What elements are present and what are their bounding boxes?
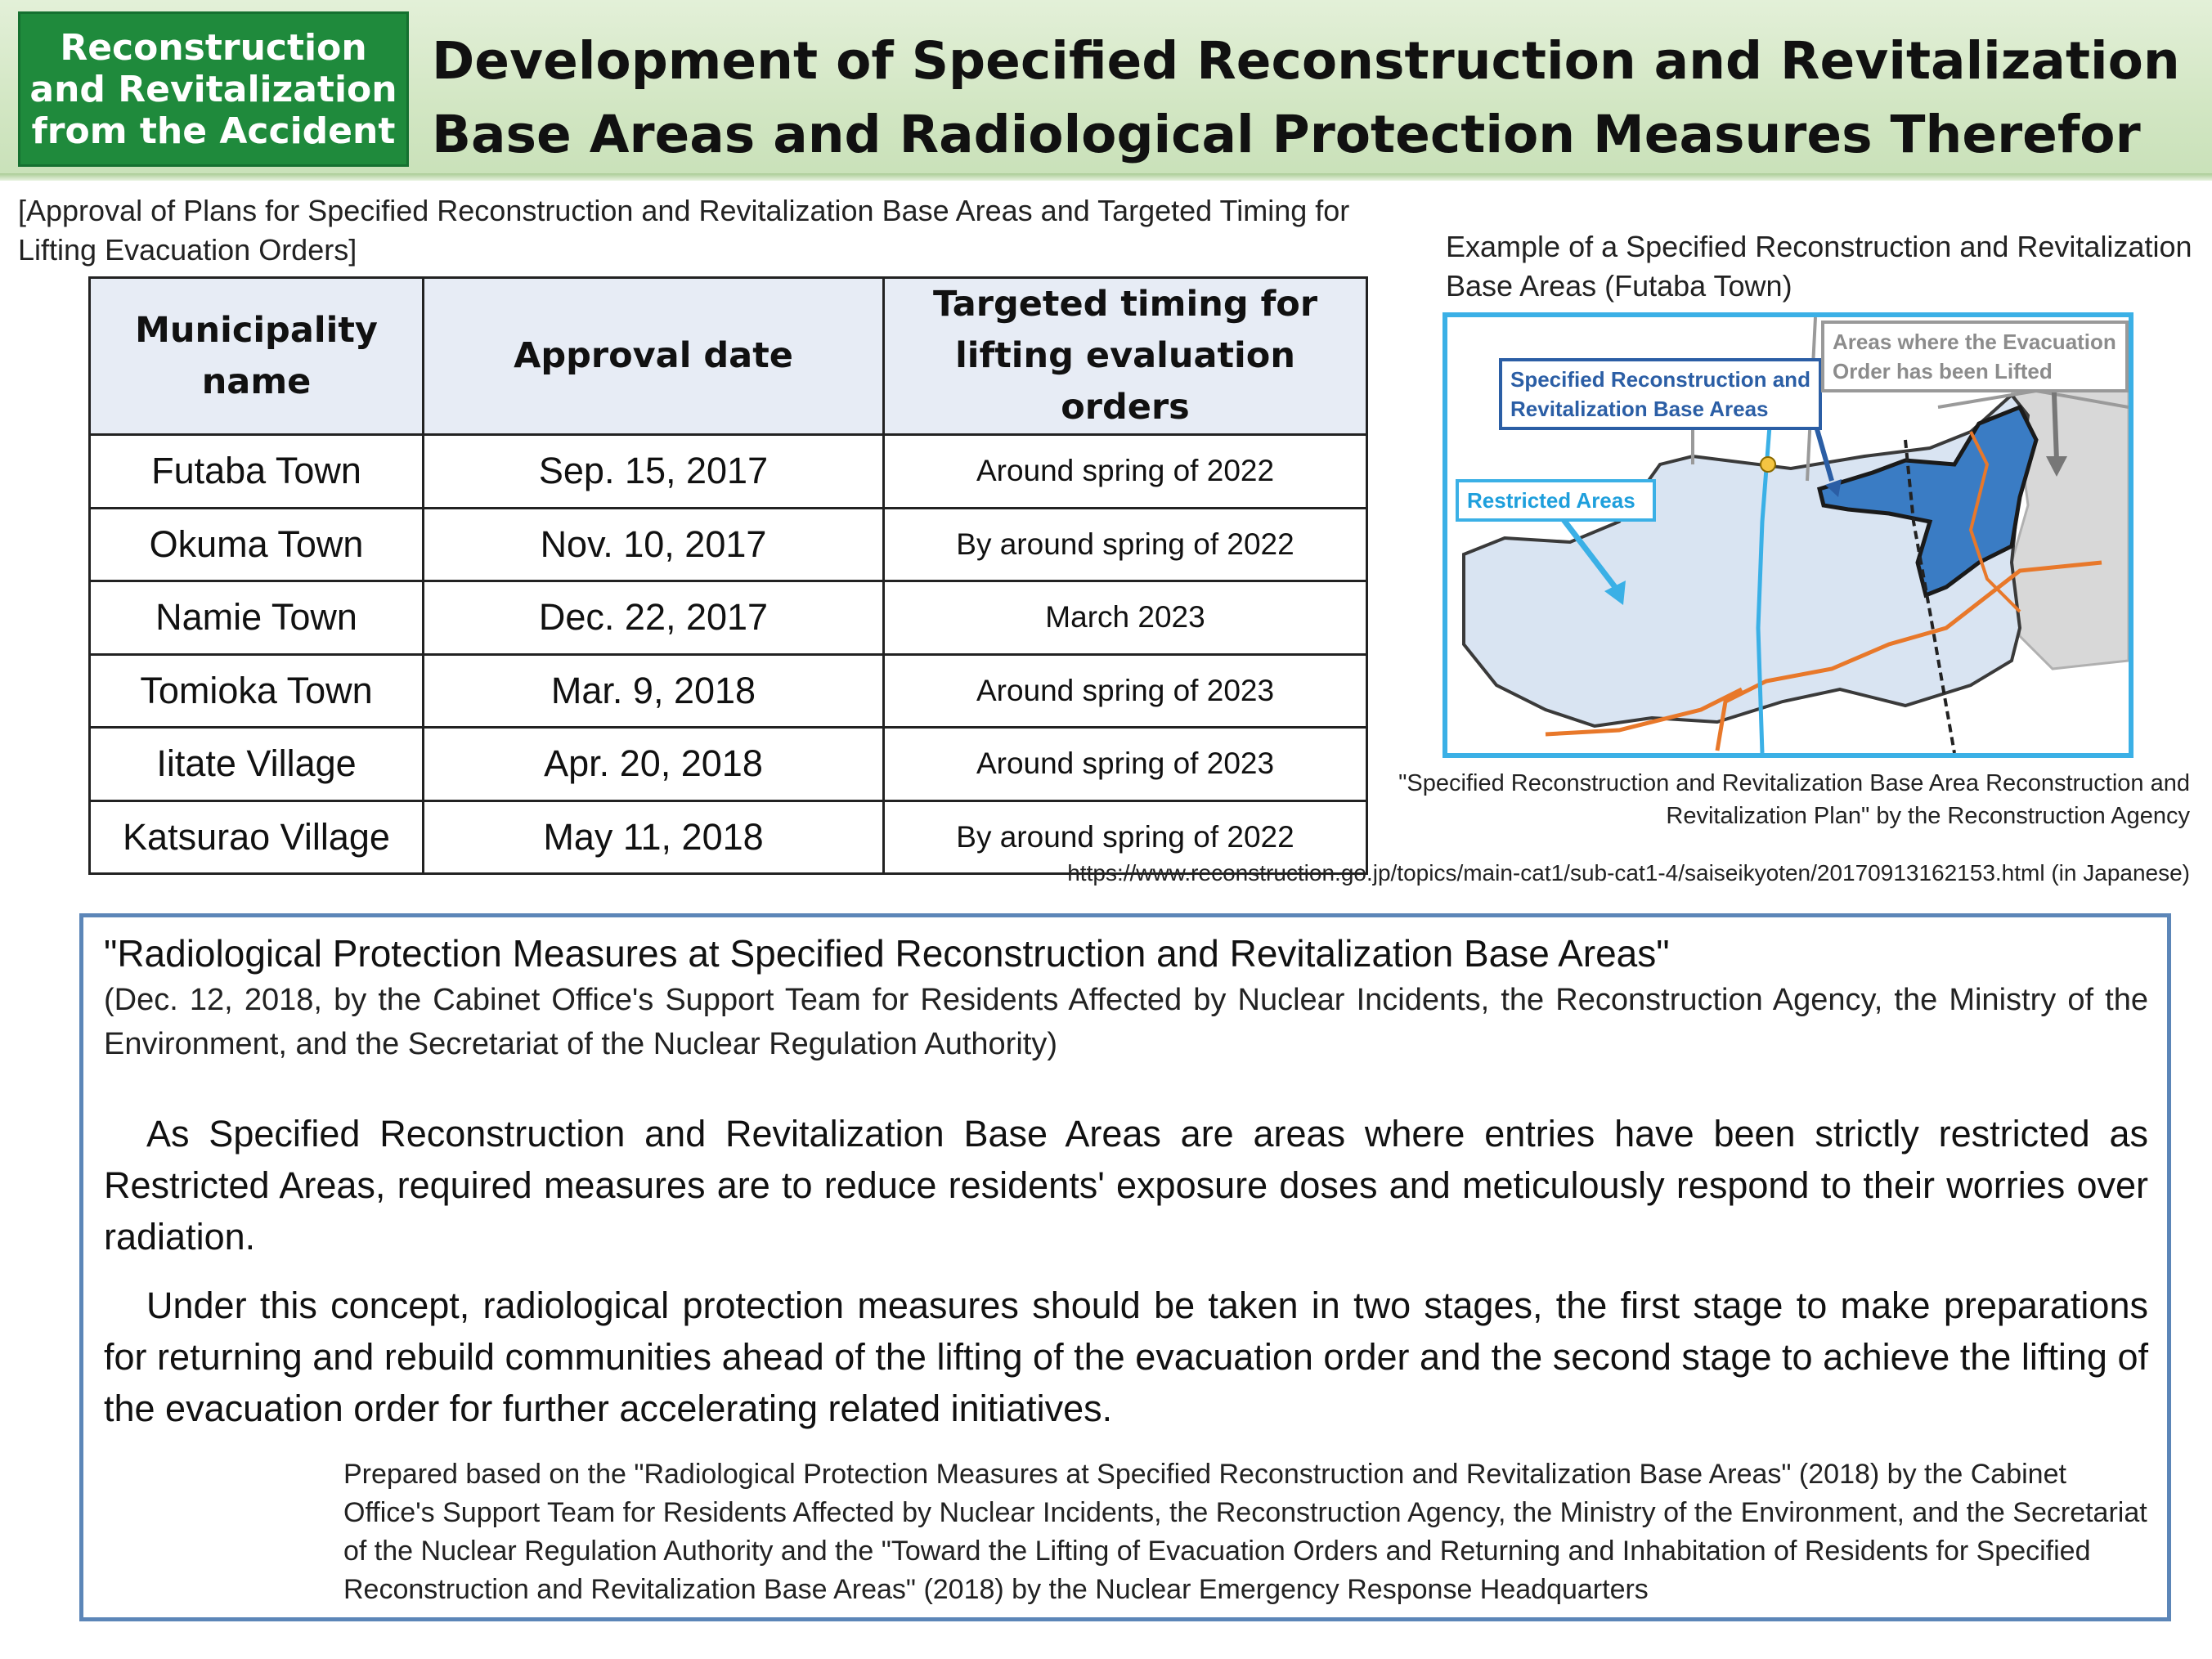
legend-restricted-areas: Restricted Areas (1456, 479, 1656, 522)
table-caption: [Approval of Plans for Specified Reconstruction and Revitalization Base Areas and Targeted Timing for Lifting Evacuation Orders] (18, 194, 1350, 267)
municipality-cell: Namie Town (90, 581, 424, 655)
timing-cell: By around spring of 2022 (884, 508, 1367, 581)
category-badge (18, 11, 409, 167)
column-header-municipality: Municipality name (90, 278, 424, 435)
page-title: Development of Specified Reconstruction and Revitalization Base Areas and Radiological Protection Measures Therefor (432, 31, 2180, 164)
municipality-cell: Futaba Town (90, 435, 424, 509)
lifted-area-shape (2012, 362, 2129, 669)
table-row (90, 728, 1367, 801)
approval-table (88, 276, 1368, 875)
category-label: Reconstruction and Revitalization from the Accident (29, 26, 397, 152)
column-header-targeted-timing: Targeted timing for lifting evaluation orders (884, 278, 1367, 435)
table-header-row (90, 278, 1367, 435)
column-header-approval-date: Approval date (424, 278, 884, 435)
table-row (90, 435, 1367, 509)
timing-cell: March 2023 (884, 581, 1367, 655)
approval-date-cell: Dec. 22, 2017 (424, 581, 884, 655)
municipality-cell: Iitate Village (90, 728, 424, 801)
map-source: "Specified Reconstruction and Revitalization Base Area Reconstruction and Revitalization Plan" by the Reconstruction Agency (1398, 770, 2190, 829)
municipality-cell: Katsurao Village (90, 800, 424, 874)
timing-cell: Around spring of 2022 (884, 435, 1367, 509)
measures-source-note: Prepared based on the "Radiological Protection Measures at Specified Reconstruction and Revitalization Base Areas" (2018) by the Cabinet Office's Support Team for Residents Affected by Nuclear Incidents, the Reconstruction Agency, the Ministry of the Environment, and the Secretariat of the Nuclear Regulation Authority and the "Toward the Lifting of Evacuation Orders and Returning and Inhabitation of Residents for Specified Reconstruction and Revitalization Base Areas" (2018) by the Nuclear Emergency Response Headquarters (343, 1459, 2147, 1605)
measures-box (79, 913, 2171, 1621)
futaba-map (1443, 312, 2133, 758)
approval-date-cell: Apr. 20, 2018 (424, 728, 884, 801)
approval-date-cell: May 11, 2018 (424, 800, 884, 874)
measures-paragraph-1: As Specified Reconstruction and Revitalization Base Areas are areas where entries have been strictly restricted as Restricted Areas, required measures are to reduce residents' exposure doses and meticulously respond to their worries over radiation. (104, 1113, 2148, 1258)
municipality-cell: Tomioka Town (90, 654, 424, 728)
legend-lifted-areas: Areas where the Evacuation Order has been Lifted (1821, 321, 2129, 392)
table-row (90, 508, 1367, 581)
timing-cell: Around spring of 2023 (884, 654, 1367, 728)
approval-date-cell: Mar. 9, 2018 (424, 654, 884, 728)
measures-subtitle: (Dec. 12, 2018, by the Cabinet Office's Support Team for Residents Affected by Nuclear Incidents, the Reconstruction Agency, the Ministry of the Environment, and the Secretariat of the Nuclear Regulation Authority) (104, 983, 2148, 1061)
approval-date-cell: Sep. 15, 2017 (424, 435, 884, 509)
header-divider (0, 173, 2212, 181)
source-url: https://www.reconstruction.go.jp/topics/main-cat1/sub-cat1-4/saiseikyoten/20170913162153.html (in Japanese) (1067, 860, 2190, 886)
table-row (90, 581, 1367, 655)
municipality-cell: Okuma Town (90, 508, 424, 581)
measures-title: "Radiological Protection Measures at Specified Reconstruction and Revitalization Base Areas" (104, 932, 1670, 975)
interchange-marker (1761, 457, 1775, 472)
table-row (90, 654, 1367, 728)
measures-paragraph-2: Under this concept, radiological protection measures should be taken in two stages, the first stage to make preparations for returning and rebuild communities ahead of the lifting of the evacuation order and the second stage to achieve the lifting of the evacuation order for further accelerating related initiatives. (104, 1285, 2148, 1429)
timing-cell: Around spring of 2023 (884, 728, 1367, 801)
legend-base-areas: Specified Reconstruction and Revitalization Base Areas (1499, 358, 1822, 430)
timing-cell: By around spring of 2022 (884, 800, 1367, 874)
map-caption: Example of a Specified Reconstruction and Revitalization Base Areas (Futaba Town) (1446, 230, 2192, 303)
approval-date-cell: Nov. 10, 2017 (424, 508, 884, 581)
